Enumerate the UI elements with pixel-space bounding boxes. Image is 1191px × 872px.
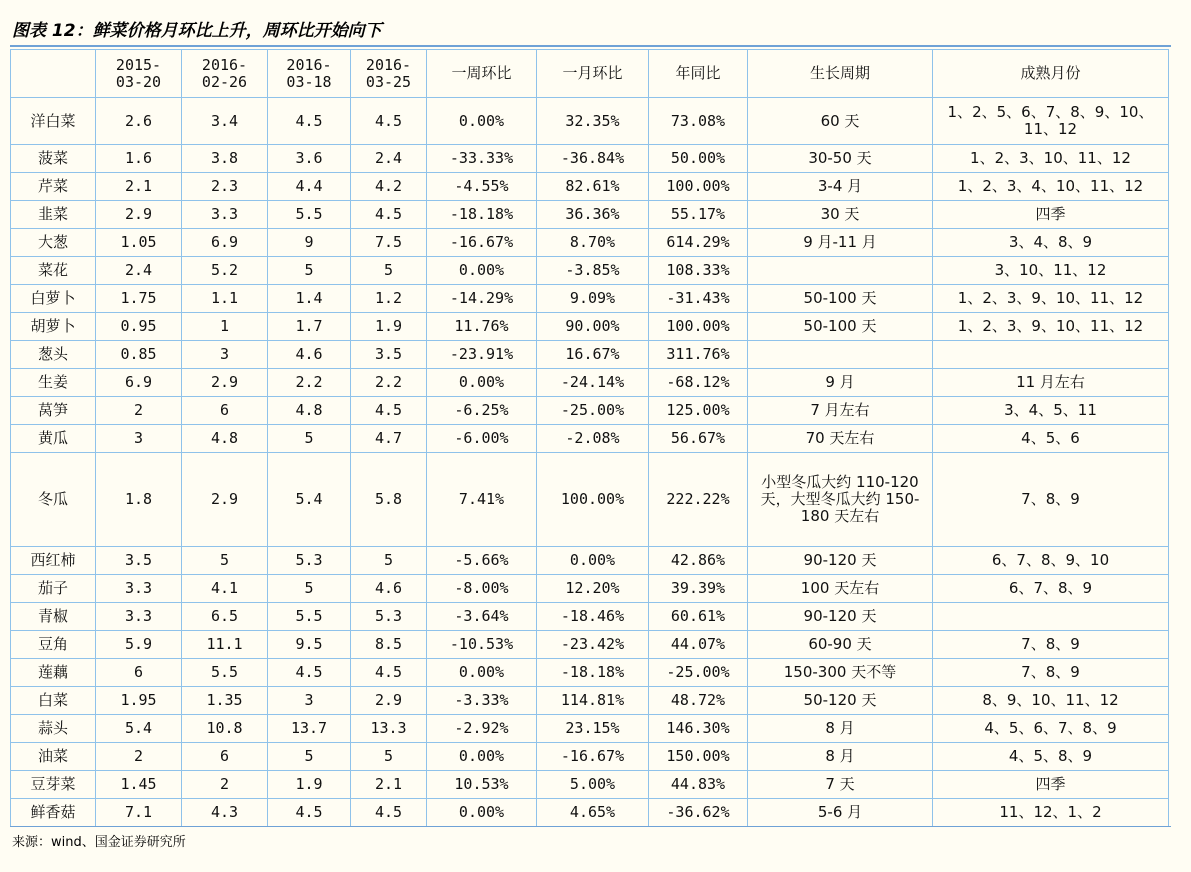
header-cell-yoy: 年同比	[649, 50, 748, 98]
price-cell: 9	[268, 229, 351, 257]
change-cell: 7.41%	[427, 453, 537, 547]
change-cell: -36.84%	[537, 145, 649, 173]
harvest-months-cell: 6、7、8、9、10	[933, 547, 1169, 575]
price-cell: 4.5	[351, 659, 427, 687]
price-cell: 2.6	[96, 98, 182, 145]
price-cell: 2	[182, 771, 268, 799]
header-cell-date: 2016- 02-26	[182, 50, 268, 98]
table-row	[11, 575, 1169, 603]
table-row	[11, 547, 1169, 575]
price-cell: 4.3	[182, 799, 268, 827]
change-cell: 44.07%	[649, 631, 748, 659]
price-cell: 5.3	[351, 603, 427, 631]
change-cell: 146.30%	[649, 715, 748, 743]
change-cell: -16.67%	[427, 229, 537, 257]
table-row	[11, 397, 1169, 425]
change-cell: 42.86%	[649, 547, 748, 575]
price-cell: 6	[182, 397, 268, 425]
price-cell: 5.4	[268, 453, 351, 547]
growth-cycle-cell: 50-100 天	[748, 313, 933, 341]
price-cell: 4.2	[351, 173, 427, 201]
price-cell: 5.3	[268, 547, 351, 575]
table-row	[11, 285, 1169, 313]
change-cell: -16.67%	[537, 743, 649, 771]
harvest-months-cell	[933, 603, 1169, 631]
change-cell: -18.18%	[427, 201, 537, 229]
price-cell: 2.1	[351, 771, 427, 799]
change-cell: -8.00%	[427, 575, 537, 603]
table-row	[11, 715, 1169, 743]
price-cell: 1.9	[351, 313, 427, 341]
price-cell: 13.3	[351, 715, 427, 743]
change-cell: 125.00%	[649, 397, 748, 425]
footer-divider	[10, 826, 1171, 827]
growth-cycle-cell: 60 天	[748, 98, 933, 145]
price-cell: 1.75	[96, 285, 182, 313]
change-cell: 12.20%	[537, 575, 649, 603]
price-cell: 2.9	[182, 453, 268, 547]
price-cell: 4.5	[268, 799, 351, 827]
change-cell: 82.61%	[537, 173, 649, 201]
price-cell: 2.3	[182, 173, 268, 201]
price-cell: 5	[351, 257, 427, 285]
harvest-months-cell: 1、2、3、4、10、11、12	[933, 173, 1169, 201]
harvest-months-cell: 1、2、3、9、10、11、12	[933, 285, 1169, 313]
growth-cycle-cell: 8 月	[748, 743, 933, 771]
change-cell: 56.67%	[649, 425, 748, 453]
change-cell: -33.33%	[427, 145, 537, 173]
table-row	[11, 229, 1169, 257]
change-cell: 0.00%	[427, 659, 537, 687]
price-cell: 1.9	[268, 771, 351, 799]
table-row	[11, 145, 1169, 173]
growth-cycle-cell	[748, 341, 933, 369]
price-cell: 3	[96, 425, 182, 453]
price-cell: 9.5	[268, 631, 351, 659]
growth-cycle-cell	[748, 257, 933, 285]
header-cell-date: 2016- 03-18	[268, 50, 351, 98]
price-cell: 2	[96, 743, 182, 771]
vegetable-name-cell: 芹菜	[11, 173, 96, 201]
price-cell: 5.4	[96, 715, 182, 743]
change-cell: 0.00%	[427, 98, 537, 145]
change-cell: -23.91%	[427, 341, 537, 369]
vegetable-name-cell: 韭菜	[11, 201, 96, 229]
change-cell: 11.76%	[427, 313, 537, 341]
price-cell: 7.5	[351, 229, 427, 257]
change-cell: 48.72%	[649, 687, 748, 715]
change-cell: -25.00%	[537, 397, 649, 425]
growth-cycle-cell: 9 月-11 月	[748, 229, 933, 257]
price-cell: 1.05	[96, 229, 182, 257]
change-cell: 100.00%	[649, 173, 748, 201]
price-cell: 5.8	[351, 453, 427, 547]
vegetable-price-table	[10, 49, 1169, 827]
price-cell: 4.4	[268, 173, 351, 201]
price-cell: 6.9	[182, 229, 268, 257]
growth-cycle-cell: 9 月	[748, 369, 933, 397]
price-cell: 5.5	[268, 201, 351, 229]
change-cell: 0.00%	[537, 547, 649, 575]
price-cell: 1.8	[96, 453, 182, 547]
harvest-months-cell: 1、2、3、9、10、11、12	[933, 313, 1169, 341]
price-cell: 11.1	[182, 631, 268, 659]
price-cell: 10.8	[182, 715, 268, 743]
table-row	[11, 603, 1169, 631]
price-cell: 4.6	[351, 575, 427, 603]
price-cell: 3.5	[96, 547, 182, 575]
vegetable-name-cell: 黄瓜	[11, 425, 96, 453]
price-cell: 5	[268, 257, 351, 285]
price-cell: 5.9	[96, 631, 182, 659]
growth-cycle-cell: 小型冬瓜大约 110-120 天，大型冬瓜大约 150-180 天左右	[748, 453, 933, 547]
price-cell: 6.5	[182, 603, 268, 631]
harvest-months-cell: 8、9、10、11、12	[933, 687, 1169, 715]
price-cell: 2	[96, 397, 182, 425]
price-cell: 5.5	[182, 659, 268, 687]
harvest-months-cell: 3、10、11、12	[933, 257, 1169, 285]
price-cell: 3	[268, 687, 351, 715]
growth-cycle-cell: 3-4 月	[748, 173, 933, 201]
table-row	[11, 799, 1169, 827]
price-cell: 4.8	[182, 425, 268, 453]
change-cell: -2.08%	[537, 425, 649, 453]
source-note: 来源：wind、国金证券研究所	[12, 835, 186, 850]
change-cell: 0.00%	[427, 257, 537, 285]
change-cell: 44.83%	[649, 771, 748, 799]
header-cell-monthly: 一月环比	[537, 50, 649, 98]
price-cell: 0.85	[96, 341, 182, 369]
change-cell: 60.61%	[649, 603, 748, 631]
change-cell: -14.29%	[427, 285, 537, 313]
price-cell: 1.95	[96, 687, 182, 715]
price-cell: 3.4	[182, 98, 268, 145]
price-cell: 3.3	[182, 201, 268, 229]
growth-cycle-cell: 60-90 天	[748, 631, 933, 659]
price-cell: 2.1	[96, 173, 182, 201]
harvest-months-cell: 四季	[933, 771, 1169, 799]
change-cell: -31.43%	[649, 285, 748, 313]
table-row	[11, 659, 1169, 687]
price-cell: 2.9	[182, 369, 268, 397]
price-cell: 2.4	[96, 257, 182, 285]
change-cell: 39.39%	[649, 575, 748, 603]
harvest-months-cell: 6、7、8、9	[933, 575, 1169, 603]
title-divider	[10, 45, 1171, 47]
harvest-months-cell: 4、5、8、9	[933, 743, 1169, 771]
growth-cycle-cell: 30-50 天	[748, 145, 933, 173]
change-cell: 150.00%	[649, 743, 748, 771]
price-cell: 5	[182, 547, 268, 575]
price-cell: 4.8	[268, 397, 351, 425]
change-cell: 16.67%	[537, 341, 649, 369]
vegetable-name-cell: 洋白菜	[11, 98, 96, 145]
change-cell: -24.14%	[537, 369, 649, 397]
change-cell: -3.85%	[537, 257, 649, 285]
price-cell: 1.1	[182, 285, 268, 313]
change-cell: -4.55%	[427, 173, 537, 201]
change-cell: 55.17%	[649, 201, 748, 229]
price-cell: 3.3	[96, 575, 182, 603]
price-cell: 5	[351, 547, 427, 575]
vegetable-name-cell: 茄子	[11, 575, 96, 603]
change-cell: -2.92%	[427, 715, 537, 743]
table-row	[11, 453, 1169, 547]
table-row	[11, 771, 1169, 799]
table-row	[11, 313, 1169, 341]
price-cell: 3.6	[268, 145, 351, 173]
price-cell: 3.5	[351, 341, 427, 369]
change-cell: -5.66%	[427, 547, 537, 575]
change-cell: -36.62%	[649, 799, 748, 827]
vegetable-name-cell: 葱头	[11, 341, 96, 369]
vegetable-name-cell: 青椒	[11, 603, 96, 631]
change-cell: 32.35%	[537, 98, 649, 145]
harvest-months-cell: 3、4、5、11	[933, 397, 1169, 425]
harvest-months-cell	[933, 341, 1169, 369]
growth-cycle-cell: 7 月左右	[748, 397, 933, 425]
vegetable-name-cell: 莴笋	[11, 397, 96, 425]
price-cell: 1.45	[96, 771, 182, 799]
change-cell: -10.53%	[427, 631, 537, 659]
growth-cycle-cell: 150-300 天不等	[748, 659, 933, 687]
harvest-months-cell: 3、4、8、9	[933, 229, 1169, 257]
change-cell: 222.22%	[649, 453, 748, 547]
vegetable-name-cell: 大葱	[11, 229, 96, 257]
change-cell: 0.00%	[427, 369, 537, 397]
table-row	[11, 201, 1169, 229]
price-cell: 5	[268, 425, 351, 453]
growth-cycle-cell: 90-120 天	[748, 603, 933, 631]
table-row	[11, 369, 1169, 397]
growth-cycle-cell: 50-120 天	[748, 687, 933, 715]
change-cell: 90.00%	[537, 313, 649, 341]
table-row	[11, 173, 1169, 201]
price-cell: 4.5	[268, 659, 351, 687]
price-cell: 0.95	[96, 313, 182, 341]
price-cell: 4.5	[351, 98, 427, 145]
harvest-months-cell: 7、8、9	[933, 659, 1169, 687]
change-cell: 9.09%	[537, 285, 649, 313]
vegetable-name-cell: 胡萝卜	[11, 313, 96, 341]
price-cell: 4.5	[351, 397, 427, 425]
price-cell: 4.5	[268, 98, 351, 145]
price-cell: 2.9	[351, 687, 427, 715]
vegetable-name-cell: 白萝卜	[11, 285, 96, 313]
vegetable-name-cell: 蒜头	[11, 715, 96, 743]
change-cell: 614.29%	[649, 229, 748, 257]
change-cell: -18.18%	[537, 659, 649, 687]
change-cell: 100.00%	[649, 313, 748, 341]
change-cell: 114.81%	[537, 687, 649, 715]
change-cell: -3.33%	[427, 687, 537, 715]
price-cell: 13.7	[268, 715, 351, 743]
price-cell: 5.5	[268, 603, 351, 631]
price-cell: 1.6	[96, 145, 182, 173]
price-cell: 3.8	[182, 145, 268, 173]
price-cell: 7.1	[96, 799, 182, 827]
vegetable-name-cell: 油菜	[11, 743, 96, 771]
header-cell-growth-cycle: 生长周期	[748, 50, 933, 98]
table-row	[11, 687, 1169, 715]
vegetable-name-cell: 鲜香菇	[11, 799, 96, 827]
harvest-months-cell: 四季	[933, 201, 1169, 229]
harvest-months-cell: 11 月左右	[933, 369, 1169, 397]
table-row	[11, 631, 1169, 659]
change-cell: 108.33%	[649, 257, 748, 285]
price-cell: 6	[182, 743, 268, 771]
price-cell: 1.4	[268, 285, 351, 313]
price-cell: 5	[268, 575, 351, 603]
change-cell: 5.00%	[537, 771, 649, 799]
change-cell: 50.00%	[649, 145, 748, 173]
vegetable-name-cell: 生姜	[11, 369, 96, 397]
header-cell-weekly: 一周环比	[427, 50, 537, 98]
change-cell: -25.00%	[649, 659, 748, 687]
price-cell: 3	[182, 341, 268, 369]
vegetable-name-cell: 豆角	[11, 631, 96, 659]
price-cell: 5	[268, 743, 351, 771]
vegetable-name-cell: 莲藕	[11, 659, 96, 687]
change-cell: -23.42%	[537, 631, 649, 659]
figure-title: 图表 12：鲜菜价格月环比上升，周环比开始向下	[12, 21, 382, 41]
harvest-months-cell: 4、5、6	[933, 425, 1169, 453]
price-cell: 3.3	[96, 603, 182, 631]
table-row	[11, 425, 1169, 453]
harvest-months-cell: 11、12、1、2	[933, 799, 1169, 827]
price-cell: 4.1	[182, 575, 268, 603]
change-cell: 0.00%	[427, 799, 537, 827]
change-cell: -3.64%	[427, 603, 537, 631]
harvest-months-cell: 1、2、5、6、7、8、9、10、11、12	[933, 98, 1169, 145]
price-cell: 6	[96, 659, 182, 687]
change-cell: 311.76%	[649, 341, 748, 369]
price-cell: 2.2	[351, 369, 427, 397]
price-cell: 1.2	[351, 285, 427, 313]
price-cell: 4.7	[351, 425, 427, 453]
price-cell: 6.9	[96, 369, 182, 397]
growth-cycle-cell: 70 天左右	[748, 425, 933, 453]
price-cell: 4.6	[268, 341, 351, 369]
change-cell: 0.00%	[427, 743, 537, 771]
change-cell: 100.00%	[537, 453, 649, 547]
change-cell: -68.12%	[649, 369, 748, 397]
change-cell: 8.70%	[537, 229, 649, 257]
price-cell: 5	[351, 743, 427, 771]
price-cell: 4.5	[351, 799, 427, 827]
change-cell: 73.08%	[649, 98, 748, 145]
growth-cycle-cell: 100 天左右	[748, 575, 933, 603]
price-cell: 8.5	[351, 631, 427, 659]
table-row	[11, 341, 1169, 369]
growth-cycle-cell: 5-6 月	[748, 799, 933, 827]
header-cell-name	[11, 50, 96, 98]
table-row	[11, 257, 1169, 285]
vegetable-name-cell: 菜花	[11, 257, 96, 285]
growth-cycle-cell: 7 天	[748, 771, 933, 799]
change-cell: 36.36%	[537, 201, 649, 229]
harvest-months-cell: 1、2、3、10、11、12	[933, 145, 1169, 173]
change-cell: -6.25%	[427, 397, 537, 425]
header-cell-date: 2016- 03-25	[351, 50, 427, 98]
growth-cycle-cell: 8 月	[748, 715, 933, 743]
price-cell: 2.2	[268, 369, 351, 397]
price-cell: 2.4	[351, 145, 427, 173]
growth-cycle-cell: 90-120 天	[748, 547, 933, 575]
growth-cycle-cell: 50-100 天	[748, 285, 933, 313]
header-cell-date: 2015- 03-20	[96, 50, 182, 98]
change-cell: 23.15%	[537, 715, 649, 743]
table-row	[11, 98, 1169, 145]
change-cell: 4.65%	[537, 799, 649, 827]
harvest-months-cell: 7、8、9	[933, 453, 1169, 547]
price-cell: 5.2	[182, 257, 268, 285]
vegetable-name-cell: 冬瓜	[11, 453, 96, 547]
harvest-months-cell: 7、8、9	[933, 631, 1169, 659]
change-cell: 10.53%	[427, 771, 537, 799]
vegetable-name-cell: 白菜	[11, 687, 96, 715]
table-row	[11, 743, 1169, 771]
vegetable-name-cell: 豆芽菜	[11, 771, 96, 799]
harvest-months-cell: 4、5、6、7、8、9	[933, 715, 1169, 743]
change-cell: -18.46%	[537, 603, 649, 631]
vegetable-name-cell: 西红柿	[11, 547, 96, 575]
vegetable-name-cell: 菠菜	[11, 145, 96, 173]
price-cell: 2.9	[96, 201, 182, 229]
header-row	[11, 50, 1169, 98]
header-cell-harvest-months: 成熟月份	[933, 50, 1169, 98]
price-cell: 1	[182, 313, 268, 341]
price-cell: 1.35	[182, 687, 268, 715]
price-cell: 1.7	[268, 313, 351, 341]
change-cell: -6.00%	[427, 425, 537, 453]
growth-cycle-cell: 30 天	[748, 201, 933, 229]
price-cell: 4.5	[351, 201, 427, 229]
